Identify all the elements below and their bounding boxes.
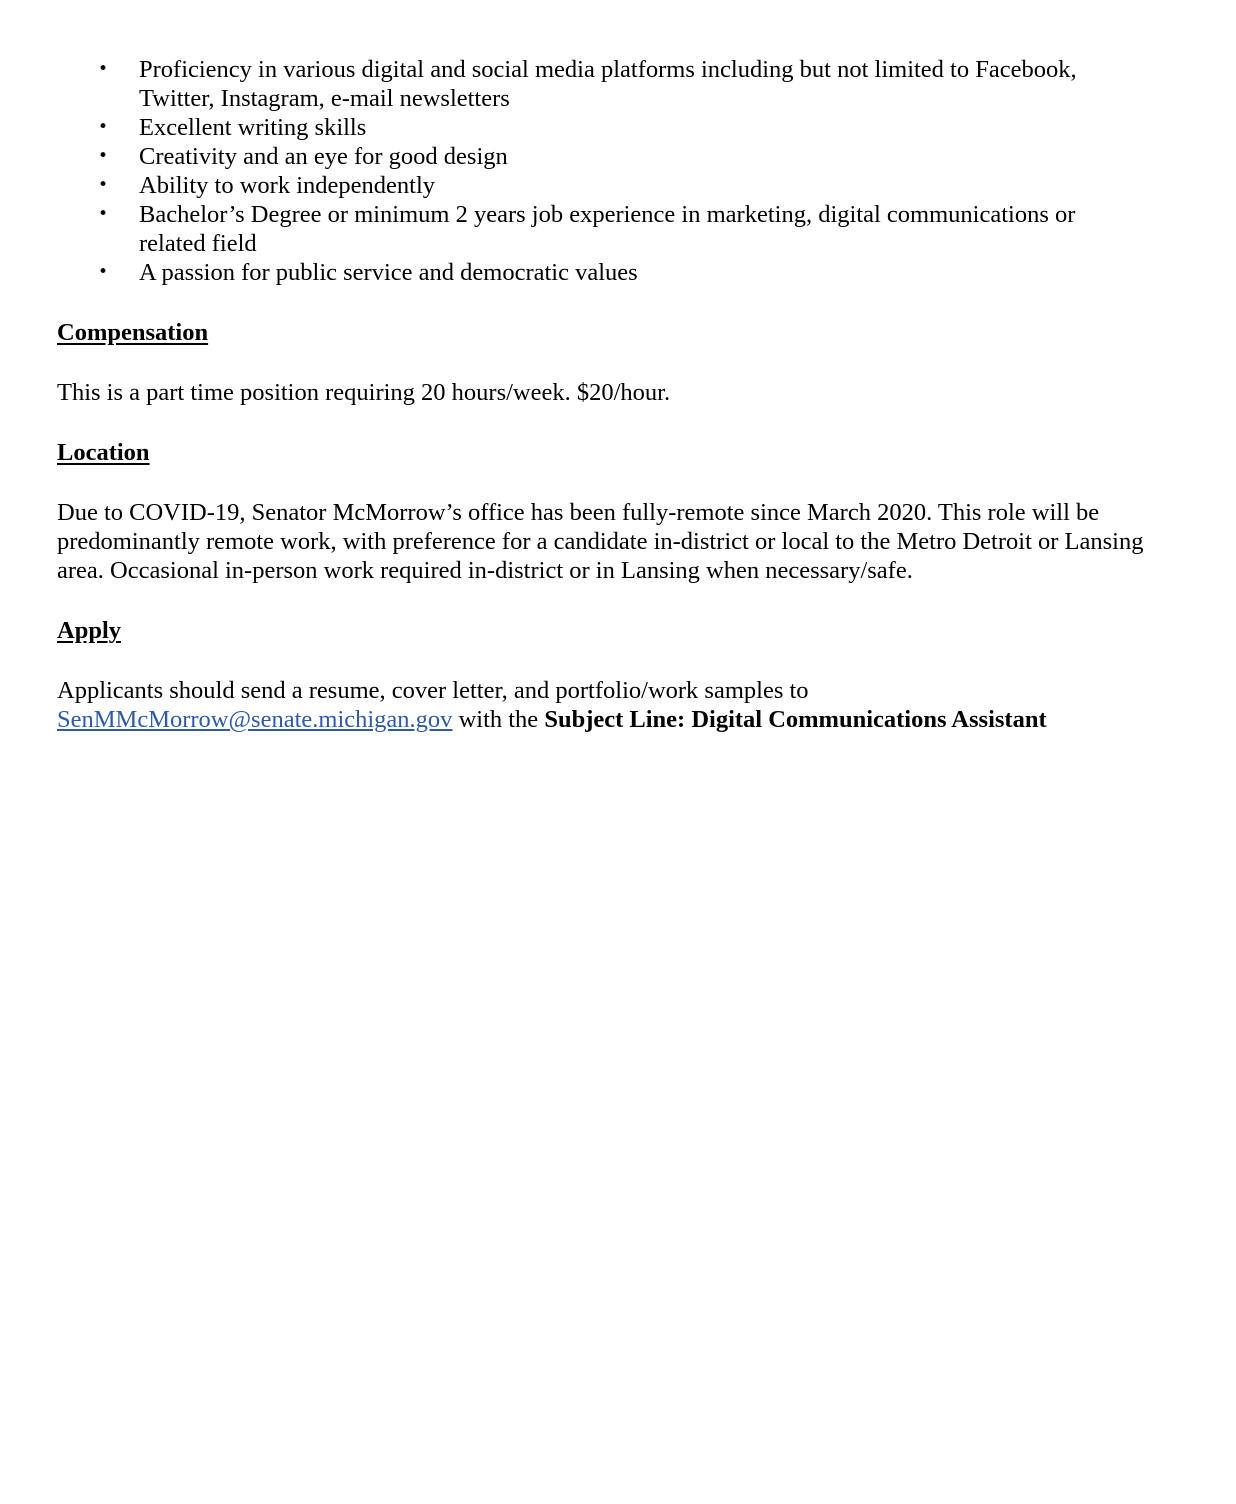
spacer bbox=[57, 585, 1147, 616]
bullet-icon: • bbox=[98, 146, 109, 166]
spacer bbox=[57, 467, 1147, 498]
apply-intro: Applicants should send a resume, cover letter, and portfolio/work samples to bbox=[57, 677, 809, 704]
bullet-icon: • bbox=[98, 117, 109, 137]
list-item bbox=[57, 200, 1147, 258]
location-heading: Location bbox=[57, 439, 150, 466]
requirements-list bbox=[57, 55, 1147, 287]
spacer bbox=[57, 645, 1147, 676]
requirement-text: Proficiency in various digital and social media platforms including but not limited to Facebook, Twitter, Instagram, e-mail newsletters bbox=[139, 56, 1077, 112]
requirement-text: Bachelor’s Degree or minimum 2 years job experience in marketing, digital communications or related field bbox=[139, 201, 1076, 257]
requirement-text: Ability to work independently bbox=[139, 172, 435, 199]
apply-heading: Apply bbox=[57, 617, 122, 644]
document-page bbox=[57, 55, 1147, 734]
list-item bbox=[57, 171, 1147, 200]
subject-line: Subject Line: Digital Communications Assistant bbox=[544, 706, 1047, 733]
bullet-icon: • bbox=[98, 59, 109, 79]
location-text: Due to COVID-19, Senator McMorrow’s office has been fully-remote since March 2020. This role will be predominantly remote work, with preference for a candidate in-district or local to the Metro Detroit or Lansing area. Occasional in-person work required in-district or in Lansing when necessary/safe. bbox=[57, 499, 1144, 584]
apply-text bbox=[57, 676, 1147, 734]
list-item bbox=[57, 258, 1147, 287]
list-item bbox=[57, 142, 1147, 171]
compensation-heading: Compensation bbox=[57, 319, 209, 346]
spacer bbox=[57, 407, 1147, 438]
requirement-text: Creativity and an eye for good design bbox=[139, 143, 508, 170]
compensation-text: This is a part time position requiring 20 hours/week. $20/hour. bbox=[57, 379, 671, 406]
email-link[interactable]: SenMMcMorrow@senate.michigan.gov bbox=[57, 706, 453, 733]
bullet-icon: • bbox=[98, 175, 109, 195]
requirement-text: Excellent writing skills bbox=[139, 114, 367, 141]
bullet-icon: • bbox=[98, 262, 109, 282]
spacer bbox=[57, 347, 1147, 378]
spacer bbox=[57, 287, 1147, 318]
bullet-icon: • bbox=[98, 204, 109, 224]
apply-connector: with the bbox=[452, 706, 545, 733]
list-item bbox=[57, 113, 1147, 142]
requirement-text: A passion for public service and democratic values bbox=[139, 259, 638, 286]
list-item bbox=[57, 55, 1147, 113]
